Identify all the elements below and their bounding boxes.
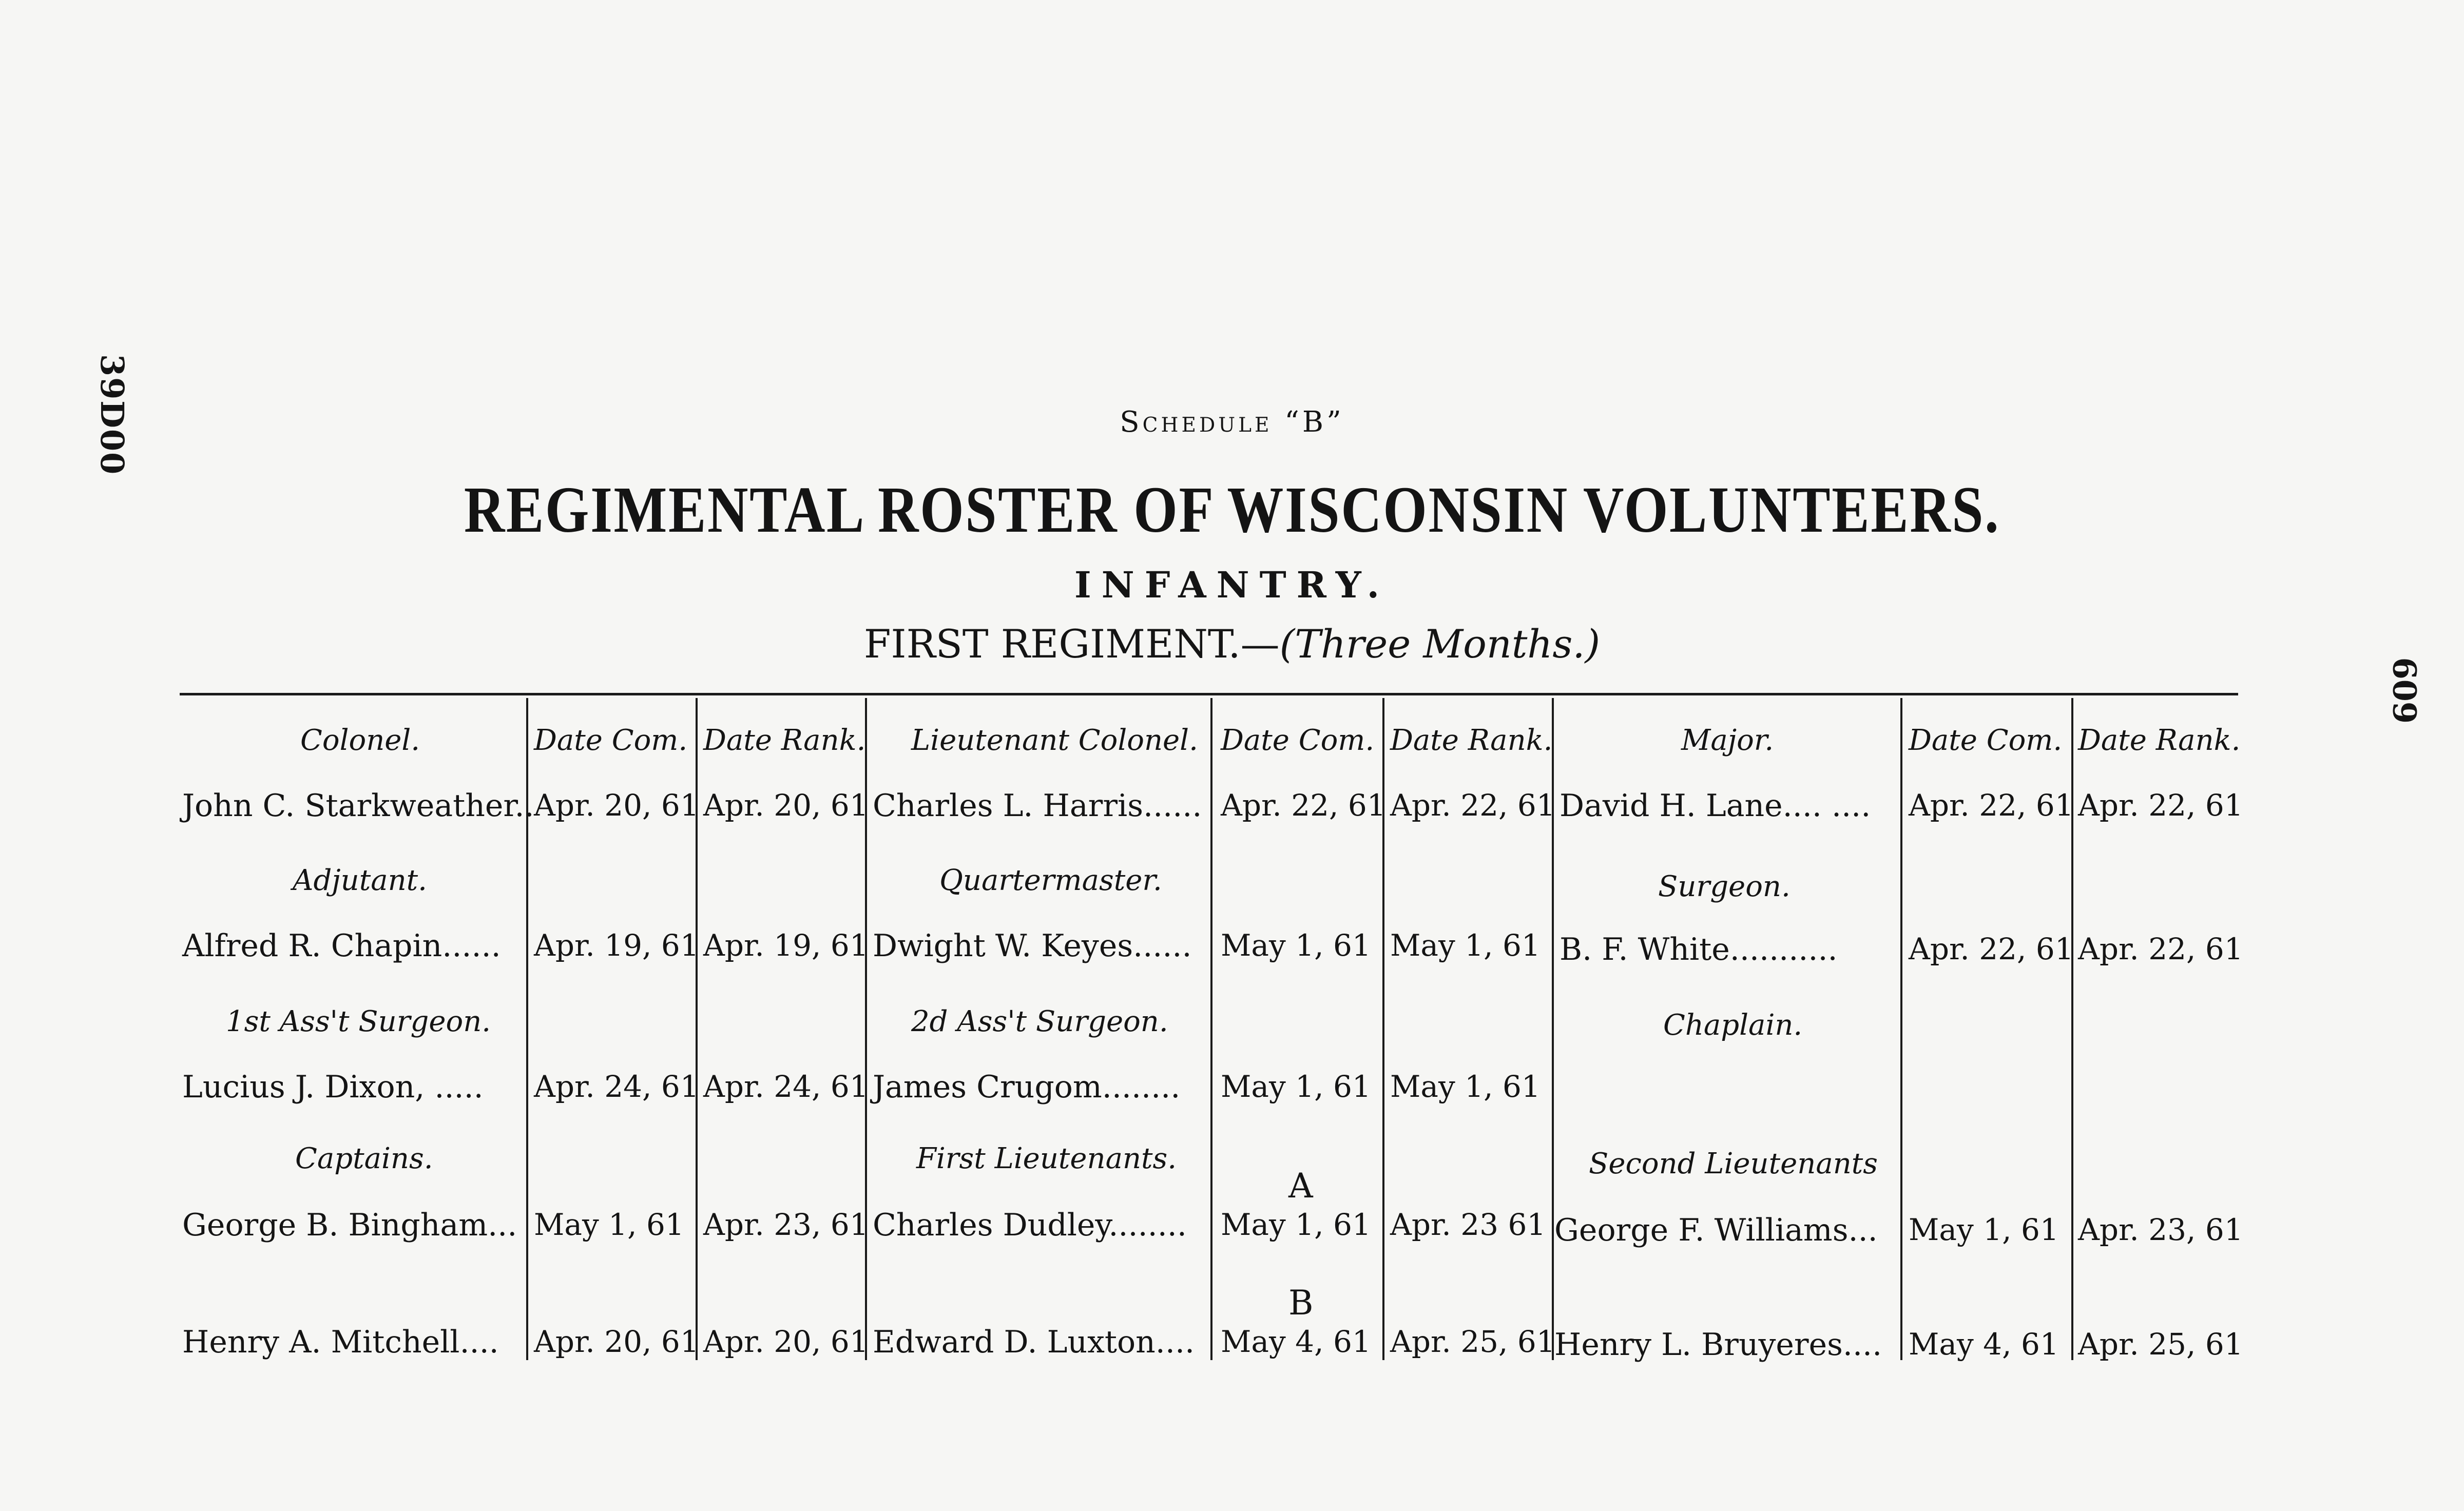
regiment-name: FIRST REGIMENT.— — [863, 621, 1280, 667]
roster-date-rank: Apr. 24, 61 — [703, 1069, 869, 1104]
roster-name: Alfred R. Chapin...... — [182, 928, 501, 964]
header-captains: Captains. — [295, 1142, 433, 1175]
top-rule — [180, 693, 2238, 695]
regiment-term: (Three Months.) — [1279, 621, 1601, 667]
column-rule — [1210, 698, 1212, 1360]
header-first-lieutenants: First Lieutenants. — [916, 1142, 1177, 1175]
header-date-com: Date Com. — [534, 724, 688, 757]
roster-date-rank: Apr. 23 61 — [1390, 1207, 1546, 1242]
roster-date-com: May 1, 61 — [534, 1207, 684, 1242]
roster-date-rank: Apr. 23, 61 — [703, 1207, 869, 1242]
roster-date-rank: Apr. 20, 61 — [703, 788, 869, 823]
roster-name: B. F. White........... — [1560, 932, 1838, 967]
roster-name: Henry A. Mitchell.... — [182, 1324, 499, 1360]
roster-name: Dwight W. Keyes...... — [873, 928, 1192, 964]
roster-date-com: Apr. 20, 61 — [534, 788, 699, 823]
page-title: REGIMENTAL ROSTER OF WISCONSIN VOLUNTEERS. — [464, 473, 2000, 546]
roster-date-com: Apr. 22, 61 — [1221, 788, 1386, 823]
column-rule — [1900, 698, 1902, 1360]
roster-date-rank: Apr. 25, 61 — [2078, 1327, 2243, 1362]
company-letter: B — [1288, 1283, 1314, 1323]
roster-name: Charles Dudley........ — [873, 1207, 1187, 1243]
roster-date-com: May 1, 61 — [1221, 1207, 1371, 1242]
roster-date-rank: May 1, 61 — [1390, 1069, 1541, 1104]
roster-name: Edward D. Luxton.... — [873, 1324, 1195, 1360]
roster-date-rank: Apr. 23, 61 — [2078, 1212, 2243, 1247]
header-date-rank: Date Rank. — [2078, 724, 2241, 757]
roster-date-com: May 1, 61 — [1909, 1212, 2059, 1247]
roster-date-com: Apr. 22, 61 — [1909, 788, 2074, 823]
roster-date-rank: Apr. 25, 61 — [1390, 1324, 1555, 1359]
roster-date-com: Apr. 22, 61 — [1909, 932, 2074, 966]
regiment-heading — [0, 621, 2464, 667]
roster-date-rank: Apr. 22, 61 — [2078, 788, 2243, 823]
roster-date-com: May 4, 61 — [1909, 1327, 2059, 1362]
roster-date-com: Apr. 24, 61 — [534, 1069, 699, 1104]
roster-name: Charles L. Harris...... — [873, 788, 1202, 824]
roster-date-rank: Apr. 22, 61 — [1390, 788, 1555, 823]
header-adjutant: Adjutant. — [293, 864, 427, 897]
header-date-com: Date Com. — [1909, 724, 2063, 757]
roster-date-rank: Apr. 19, 61 — [703, 928, 869, 963]
roster-name: Lucius J. Dixon, ..... — [182, 1069, 484, 1105]
header-quartermaster: Quartermaster. — [939, 864, 1162, 897]
header-second-lieutenants: Second Lieutenants — [1589, 1147, 1878, 1180]
side-code: 39D00 — [93, 354, 131, 476]
roster-date-com: Apr. 20, 61 — [534, 1324, 699, 1359]
roster-date-com: May 1, 61 — [1221, 928, 1371, 963]
header-first-asst-surgeon: 1st Ass't Surgeon. — [226, 1005, 491, 1038]
roster-date-com: May 4, 61 — [1221, 1324, 1371, 1359]
header-date-rank: Date Rank. — [1390, 724, 1553, 757]
schedule-label: Schedule “B” — [1120, 405, 1344, 439]
roster-date-com: Apr. 19, 61 — [534, 928, 699, 963]
roster-date-com: May 1, 61 — [1221, 1069, 1371, 1104]
roster-name: David H. Lane.... .... — [1560, 788, 1871, 824]
subtitle: INFANTRY. — [1074, 564, 1390, 606]
roster-name: John C. Starkweather.. — [182, 788, 534, 824]
header-lieutenant-colonel: Lieutenant Colonel. — [911, 724, 1198, 757]
header-second-asst-surgeon: 2d Ass't Surgeon. — [911, 1005, 1168, 1038]
page-number: 609 — [2385, 657, 2423, 724]
header-major: Major. — [1681, 724, 1774, 757]
roster-name: George B. Bingham... — [182, 1207, 517, 1243]
header-date-rank: Date Rank. — [703, 724, 866, 757]
header-surgeon: Surgeon. — [1658, 870, 1791, 903]
roster-name: Henry L. Bruyeres.... — [1554, 1327, 1882, 1363]
roster-date-rank: Apr. 22, 61 — [2078, 932, 2243, 966]
header-colonel: Colonel. — [300, 724, 420, 757]
header-chaplain: Chaplain. — [1663, 1009, 1803, 1042]
roster-date-rank: May 1, 61 — [1390, 928, 1541, 963]
company-letter: A — [1288, 1166, 1313, 1206]
roster-name: George F. Williams... — [1554, 1212, 1878, 1248]
roster-date-rank: Apr. 20, 61 — [703, 1324, 869, 1359]
roster-name: James Crugom........ — [873, 1069, 1181, 1105]
header-date-com: Date Com. — [1221, 724, 1375, 757]
